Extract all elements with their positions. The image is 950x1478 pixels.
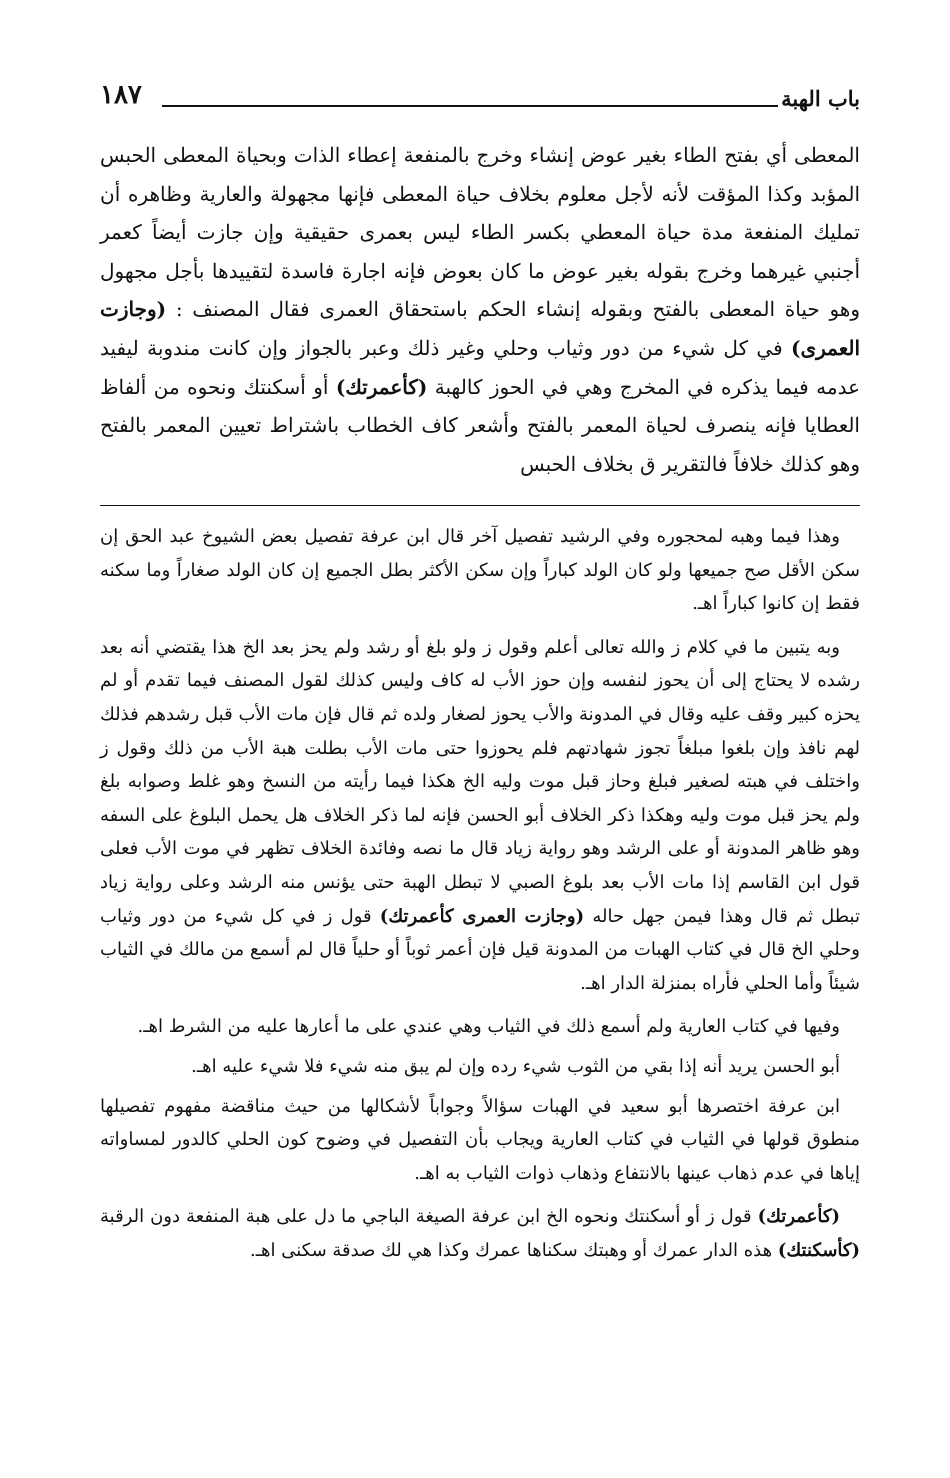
main-text xyxy=(100,136,860,483)
main-bold-term-1: (وجازت العمرى) xyxy=(100,297,861,360)
note-paragraph-3 xyxy=(100,1010,860,1044)
main-text-segment-3: أو أسكنتك ونحوه من ألفاظ العطايا فإنه ينصرف لحياة المعمر بالفتح وأشعر كاف الخطاب باشتراط تعيين المعمر بالفتح وهو كذلك خلافاً فالتقرير ق بخلاف الحبس xyxy=(100,374,860,476)
footnotes xyxy=(100,520,860,1277)
note-paragraph-6 xyxy=(100,1200,860,1267)
note-bold-term: (وجازت العمرى كأعمرتك) xyxy=(379,905,585,927)
note-bold-term: (كأسكنتك) xyxy=(777,1239,860,1261)
note-bold-term: (كأعمرتك) xyxy=(757,1206,840,1228)
note-text: أبو الحسن يريد أنه إذا بقي من الثوب شيء رده وإن لم يبق منه شيء فلا شيء عليه اهـ. xyxy=(191,1055,840,1077)
note-paragraph-2 xyxy=(100,631,860,1001)
main-text-segment-2: في كل شيء من دور وثياب وحلي وغير ذلك وعبر بالجواز وإن كانت مندوبة ليفيد عدمه فيما يذكره في المخرج وهي في الحوز كالهبة xyxy=(100,335,861,399)
note-text: وبه يتبين ما في كلام ز والله تعالى أعلم وقول ز ولو بلغ أو رشد ولم يحز بعد الخ هذا يقتضي أنه بعد رشده لا يحتاج إلى أن يحوز لنفسه وإن حوز الأب له كاف وليس كذلك لقول المصنف فيما تقدم أو لم يحزه كبير وقف عليه وقال في المدونة والأب يحوز لصغار ولده ثم قال فإن مات الأب قبل رشدهم فذلك لهم نافذ وإن بلغوا مبلغاً تجوز شهادتهم فلم يحوزوا حتى مات الأب بطلت هبة الأب من ذلك وقول ز واختلف في هبته لصغير فبلغ وحاز قبل موت وليه الخ هكذا فيما رأيته من النسخ وهو غلط وصوابه بلغ ولم يحز قبل موت وليه وهكذا ذكر الخلاف أبو الحسن فإنه لما ذكر الخلاف هل يحمل البلوغ على السفه وهو ظاهر المدونة أو على الرشد وهو رواية زياد قال ما نصه وفائدة الخلاف تظهر في موت الأب فعلى قول ابن القاسم إذا مات الأب بعد بلوغ الصبي لا تبطل الهبة حتى يؤنس منه الرشد وعلى رواية زياد تبطل ثم قال وهذا فيمن جهل حاله xyxy=(100,636,860,927)
main-text-segment-1: المعطى أي بفتح الطاء بغير عوض إنشاء وخرج بالمنفعة إعطاء الذات وبحياة المعطى الحبس المؤبد وكذا المؤقت لأنه لأجل معلوم بخلاف حياة المعطى فإنها مجهولة والعارية وظاهره أن تمليك المنفعة مدة حياة المعطي بكسر الطاء ليس بعمرى حقيقية وإن جازت أيضاً كعمر أجنبي غيرهما وخرج بقوله بغير عوض ما كان بعوض فإنه اجارة فاسدة لتقييدها بأجل مجهول وهو حياة المعطى بالفتح وبقوله إنشاء الحكم باستحقاق العمرى فقال المصنف : xyxy=(100,143,860,322)
main-paragraph xyxy=(100,136,860,483)
note-text: قول ز في كل شيء من دور وثياب وحلي الخ قال في كتاب الهبات من المدونة قيل فإن أعمر ثوباً أو حلياً قال لم أسمع من مالك في الثياب شيئاً وأما الحلي فأراه بمنزلة الدار اهـ. xyxy=(100,905,860,994)
note-paragraph-5 xyxy=(100,1090,860,1191)
chapter-title: باب الهبة xyxy=(781,86,860,111)
note-text: وهذا فيما وهبه لمحجوره وفي الرشيد تفصيل آخر قال ابن عرفة تفصيل بعض الشيوخ عبد الحق إن سكن الأقل صح جميعها ولو كان الولد كباراً وإن سكن الأكثر بطل الجميع إن كان الولد صغاراً وما سكنه فقط إن كانوا كباراً اهـ. xyxy=(100,526,860,615)
header-rule xyxy=(162,105,778,107)
note-text: وفيها في كتاب العارية ولم أسمع ذلك في الثياب وهي عندي على ما أعارها عليه من الشرط اهـ. xyxy=(137,1016,840,1038)
note-text: ابن عرفة اختصرها أبو سعيد في الهبات سؤالاً وجواباً لأشكالها من حيث مناقضة مفهوم تفصيلها منطوق قولها في الثياب في كتاب العارية ويجاب بأن التفصيل في وضوح كون الحلي كالدور لمساواته إياها في عدم ذهاب عينها بالانتفاع وذهاب ذوات الثياب به اهـ. xyxy=(100,1095,860,1184)
note-paragraph-4 xyxy=(100,1050,860,1084)
footnote-divider xyxy=(100,505,860,506)
page-header xyxy=(100,80,860,120)
main-bold-term-2: (كأعمرتك) xyxy=(335,374,428,399)
page-number: ١٨٧ xyxy=(100,80,142,110)
note-text: هذه الدار عمرك أو وهبتك سكناها عمرك وكذا هي لك صدقة سكنى اهـ. xyxy=(250,1239,773,1261)
note-paragraph-1 xyxy=(100,520,860,621)
note-text: قول ز أو أسكنتك ونحوه الخ ابن عرفة الصيغة الباجي ما دل على هبة المنفعة دون الرقبة xyxy=(100,1206,752,1228)
